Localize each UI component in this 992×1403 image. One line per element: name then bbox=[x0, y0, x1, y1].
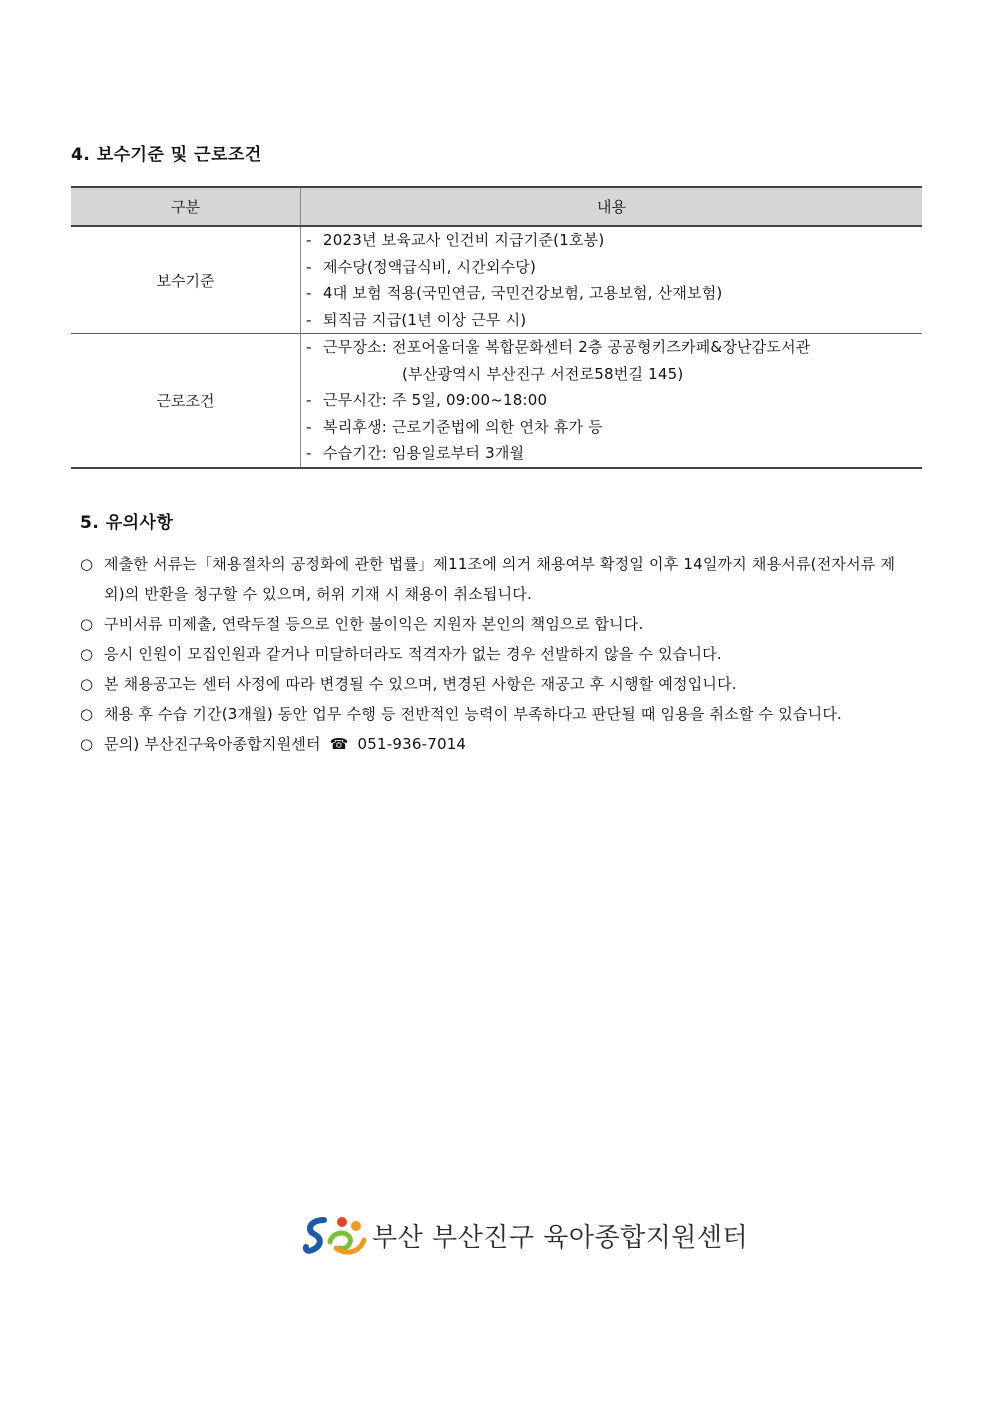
notes-list bbox=[80, 549, 910, 759]
list-item: ○ 본 채용공고는 센터 사정에 따라 변경될 수 있으며, 변경된 사항은 재공고 후 시행할 예정입니다. bbox=[80, 669, 910, 699]
row-content-conditions bbox=[301, 334, 923, 468]
table-row bbox=[71, 226, 922, 334]
phone-icon: ☎ bbox=[329, 735, 349, 753]
list-item: ○ 구비서류 미제출, 연락두절 등으로 인한 불이익은 지원자 본인의 책임으로 합니다. bbox=[80, 609, 910, 639]
content-line-address: (부산광역시 부산진구 서전로58번길 145) bbox=[402, 364, 684, 383]
contact-item bbox=[80, 729, 910, 759]
row-label-pay: 보수기준 bbox=[71, 226, 301, 334]
content-line: - 4대 보험 적용(국민연금, 국민건강보험, 고용보험, 산재보험) bbox=[306, 284, 723, 302]
pay-and-conditions-table bbox=[71, 186, 922, 469]
circle-bullet-icon: ○ bbox=[80, 555, 94, 573]
content-line: - 복리후생: 근로기준법에 의한 연차 휴가 등 bbox=[306, 417, 603, 436]
content-line: - 근무장소: 전포어울더울 복합문화센터 2층 공공형키즈카페&장난감도서관 bbox=[306, 338, 811, 356]
busanjin-childcare-logo-icon bbox=[302, 1212, 368, 1258]
header-category: 구분 bbox=[71, 187, 301, 226]
contact-prefix: 문의) 부산진구육아종합지원센터 bbox=[104, 735, 321, 753]
content-line: - 퇴직금 지급(1년 이상 근무 시) bbox=[306, 310, 527, 329]
content-line: - 2023년 보육교사 인건비 지급기준(1호봉) bbox=[306, 231, 605, 249]
circle-bullet-icon: ○ bbox=[80, 705, 94, 723]
section-4-title: 4. 보수기준 및 근로조건 bbox=[71, 145, 262, 165]
section-5-title: 5. 유의사항 bbox=[80, 513, 174, 533]
list-item: ○ 채용 후 수습 기간(3개월) 동안 업무 수행 등 전반적인 능력이 부족하다고 판단될 때 임용을 취소할 수 있습니다. bbox=[80, 699, 910, 729]
content-line: - 제수당(정액급식비, 시간외수당) bbox=[306, 257, 537, 276]
circle-bullet-icon: ○ bbox=[80, 735, 94, 753]
header-content: 내용 bbox=[301, 187, 923, 226]
row-label-conditions: 근로조건 bbox=[71, 334, 301, 468]
circle-bullet-icon: ○ bbox=[80, 645, 94, 663]
circle-bullet-icon: ○ bbox=[80, 675, 94, 693]
circle-bullet-icon: ○ bbox=[80, 615, 94, 633]
list-item: ○ 제출한 서류는「채용절차의 공정화에 관한 법률」제11조에 의거 채용여부 확정일 이후 14일까지 채용서류(전자서류 제외)의 반환을 청구할 수 있으며, 허위 기재 시 채용이 취소됩니다. bbox=[80, 549, 910, 609]
contact-phone: 051-936-7014 bbox=[357, 735, 467, 753]
row-content-pay bbox=[301, 226, 923, 334]
table-row bbox=[71, 334, 922, 468]
table-header-row bbox=[71, 187, 922, 226]
footer-center-name: 부산 부산진구 육아종합지원센터 bbox=[372, 1222, 749, 1253]
content-line: - 수습기간: 임용일로부터 3개월 bbox=[306, 444, 525, 462]
footer-logo bbox=[302, 1212, 748, 1258]
content-line: - 근무시간: 주 5일, 09:00~18:00 bbox=[306, 391, 548, 409]
list-item: ○ 응시 인원이 모집인원과 같거나 미달하더라도 적격자가 없는 경우 선발하지 않을 수 있습니다. bbox=[80, 639, 910, 669]
